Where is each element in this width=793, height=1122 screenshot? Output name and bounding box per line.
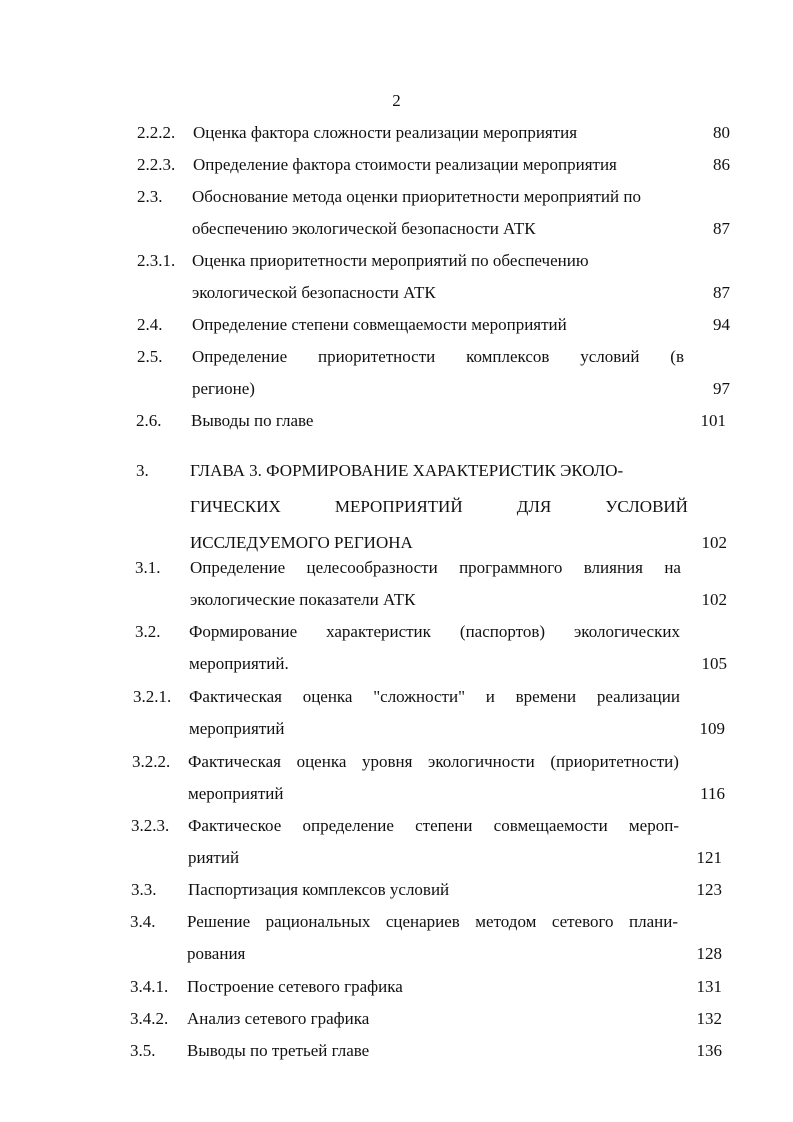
toc-entry-title: Фактическая оценка "сложности" и времени реализации [189,687,680,706]
toc-entry-number: 3.2. [135,622,161,641]
toc-entry-number: 3.2.3. [131,816,170,835]
toc-entry-page: 101 [700,411,726,430]
toc-entry-number: 2.2.2. [137,123,176,142]
toc-entry-title: ГЛАВА 3. ФОРМИРОВАНИЕ ХАРАКТЕРИСТИК ЭКОЛО- [190,461,624,480]
toc-entry-page: 109 [699,719,725,738]
toc-entry-title: Фактическое определение степени совмещаемости мероп- [188,816,679,835]
toc-entry-page: 116 [700,784,725,803]
toc-entry-number: 3.4.1. [130,977,169,996]
toc-entry-title: регионе) [192,379,255,398]
toc-entry-number: 3.2.2. [132,752,171,771]
toc-entry-title: Решение рациональных сценариев методом сетевого плани- [187,912,678,931]
toc-entry-title: Определение фактора стоимости реализации мероприятия [193,155,617,174]
toc-entry-number: 3.2.1. [133,687,172,706]
page-number: 2 [392,91,401,110]
toc-entry-title: Формирование характеристик (паспортов) экологических [189,622,680,641]
toc-entry-title: экологические показатели АТК [190,590,416,609]
toc-entry-title: Оценка фактора сложности реализации мероприятия [193,123,578,142]
toc-entry-page: 102 [701,590,727,609]
toc-entry-page: 97 [713,379,730,398]
toc-entry-page: 87 [713,219,730,238]
toc-entry-page: 132 [696,1009,722,1028]
toc-entry-title: Построение сетевого графика [187,977,403,996]
toc-entry-title: Выводы по главе [191,411,314,430]
toc-entry-title: ИССЛЕДУЕМОГО РЕГИОНА [190,533,413,552]
toc-entry-page: 136 [696,1041,722,1060]
toc-entry-title: мероприятий [189,719,285,738]
toc-entry-number: 2.5. [137,347,163,366]
toc-entry-page: 121 [696,848,722,867]
toc-entry-number: 3.1. [135,558,161,577]
toc-entry-title: Обоснование метода оценки приоритетности мероприятий по [192,187,641,206]
toc-entry-title: Анализ сетевого графика [187,1009,370,1028]
toc-entry-title: Фактическая оценка уровня экологичности (приоритетности) [188,752,679,771]
toc-entry-number: 3.4. [130,912,156,931]
toc-entry-number: 3. [136,461,149,480]
toc-entry-number: 3.4.2. [130,1009,169,1028]
toc-entry-title: Оценка приоритетности мероприятий по обеспечению [192,251,589,270]
toc-entry-number: 3.5. [130,1041,156,1060]
toc-entry-title: риятий [188,848,240,867]
toc-entry-page: 123 [696,880,722,899]
toc-entry-page: 80 [713,123,730,142]
toc-entry-title: экологической безопасности АТК [192,283,436,302]
toc-entry-title: Паспортизация комплексов условий [188,880,450,899]
toc-entry-title: рования [187,944,246,963]
toc-entry-title: обеспечению экологической безопасности АТК [192,219,536,238]
toc-entry-page: 128 [696,944,722,963]
toc-entry-number: 2.3.1. [137,251,176,270]
toc-entry-page: 86 [713,155,730,174]
toc-entry-page: 94 [713,315,730,334]
toc-entry-page: 105 [701,654,727,673]
toc-entry-page: 87 [713,283,730,302]
toc-entry-page: 131 [696,977,722,996]
toc-entry-title: Выводы по третьей главе [187,1041,370,1060]
toc-entry-title: Определение целесообразности программного влияния на [190,558,681,577]
toc-entry-page: 102 [701,533,727,552]
toc-entry-title: мероприятий. [189,654,289,673]
toc-entry-number: 2.6. [136,411,162,430]
toc-entry-number: 2.4. [137,315,163,334]
toc-entry-title: Определение приоритетности комплексов условий (в [192,347,684,366]
toc-entry-title: ГИЧЕСКИХ МЕРОПРИЯТИЙ ДЛЯ УСЛОВИЙ [190,497,688,516]
toc-entry-number: 2.2.3. [137,155,176,174]
toc-entry-title: мероприятий [188,784,284,803]
toc-entry-number: 3.3. [131,880,157,899]
toc-entry-title: Определение степени совмещаемости мероприятий [192,315,567,334]
toc-entry-number: 2.3. [137,187,163,206]
